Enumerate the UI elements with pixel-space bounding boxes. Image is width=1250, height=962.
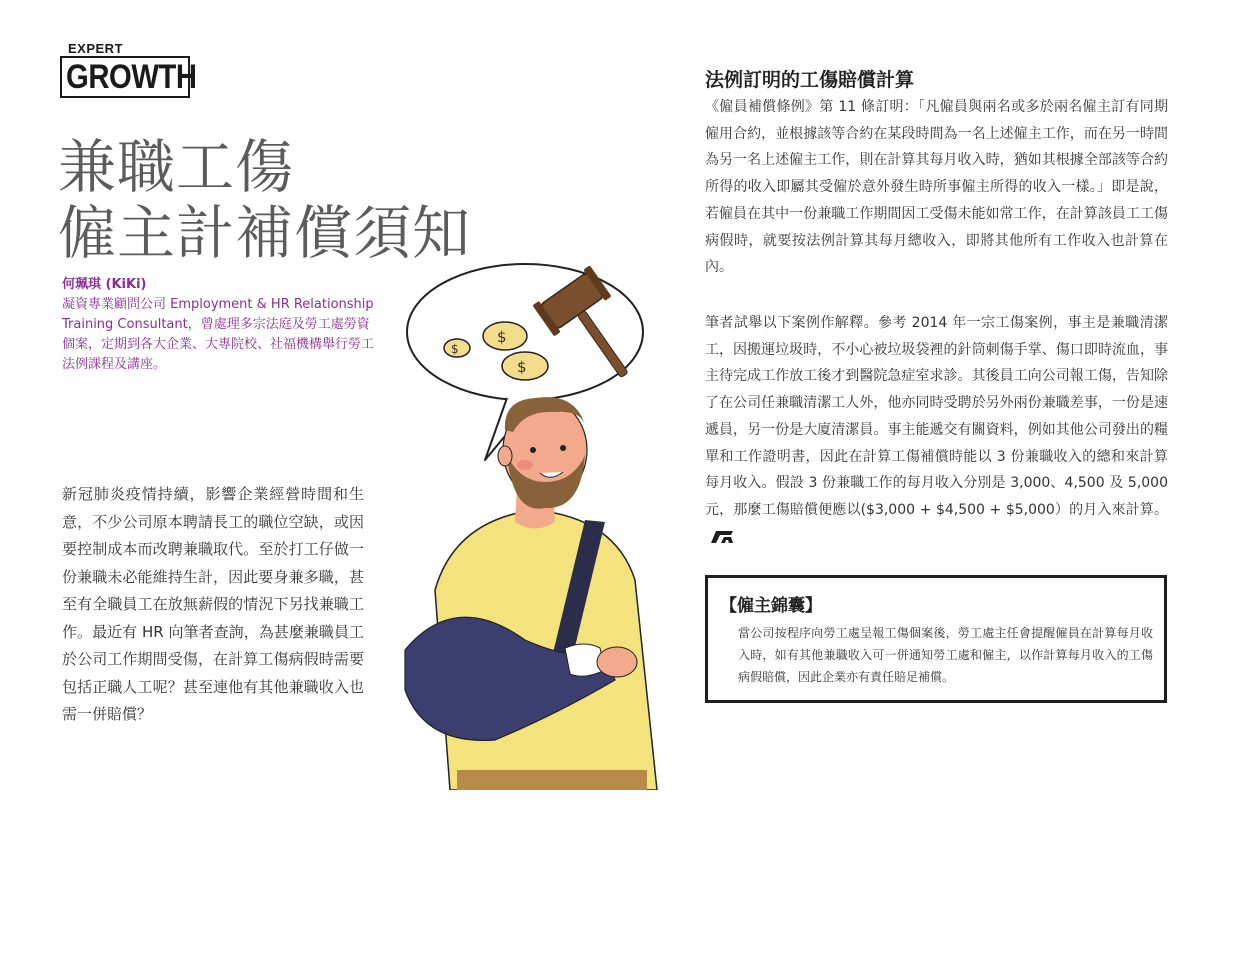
author-name: 何珮琪 (KiKi) bbox=[62, 277, 147, 292]
section-paragraph-1: 《僱員補償條例》第 11 條訂明：「凡僱員與兩名或多於兩名僱主訂有同期僱用合約，並根據該等合約在某段時間為一名上述僱主工作，而在另一時間為另一名上述僱主工作，則在計算其每月收入時，猶如其根據全部該等合約所得的收入即屬其受僱於意外發生時所事僱主所得的收入一樣。」即是說，若僱員在其中一份兼職工作期間因工受傷未能如常工作，在計算該員工工傷病假時，就要按法例計算其每月總收入，即將其他所有工作收入也計算在內。 bbox=[705, 99, 1168, 276]
image-credit: Shutterstock.com bbox=[813, 953, 875, 962]
section-paragraph-2 bbox=[705, 310, 1168, 550]
title-line-1: 兼職工傷 bbox=[58, 133, 295, 201]
section-paragraph-2-text: 筆者試舉以下案例作解釋。參考 2014 年一宗工傷案例，事主是兼職清潔工，因搬運垃圾時，不小心被垃圾袋裡的針筒刺傷手掌、傷口即時流血，事主待完成工作放工後才到醫院急症室求診。其後員工向公司報工傷，告知除了在公司任兼職清潔工人外，他亦同時受聘於另外兩份兼職差事，一份是速遞員，另一份是大廈清潔員。事主能遞交有關資料，例如其他公司發出的糧單和工作證明書，因此在計算工傷補償時能以 3 份兼職收入的總和來計算每月收入。假設 3 份兼職工作的每月收入分別是 3,000、4,500 及 5,000 元，那麼工傷賠償便應以($3,000 + $4,500 + $5,000）的月入來計算。 bbox=[705, 315, 1168, 518]
tip-body: 當公司按程序向勞工處呈報工傷個案後，勞工處主任會提醒僱員在計算每月收入時，如有其他兼職收入可一併通知勞工處和僱主，以作計算每月收入的工傷病假賠償，因此企業亦有責任賠足補償。 bbox=[738, 626, 1153, 684]
end-mark-icon bbox=[709, 529, 735, 545]
logo-expert-text: EXPERT bbox=[68, 41, 124, 56]
svg-text:$: $ bbox=[497, 328, 507, 346]
intro-paragraph: 新冠肺炎疫情持續，影響企業經營時間和生意，不少公司原本聘請長工的職位空缺，或因要控制成本而改聘兼職取代。至於打工仔做一份兼職未必能維持生計，因此要身兼多職，甚至有全職員工在放無薪假的情況下另找兼職工作。最近有 HR 向筆者查詢，為甚麼兼職員工於公司工作期間受傷，在計算工傷病假時需要包括正職人工呢？甚至連他有其他兼職收入也需一併賠償？ bbox=[62, 485, 364, 723]
employer-tip-box bbox=[705, 575, 1167, 703]
article-title bbox=[58, 134, 471, 266]
svg-text:$: $ bbox=[517, 358, 527, 376]
illustration-svg bbox=[395, 260, 665, 790]
tip-title: 【僱主錦囊】 bbox=[720, 596, 822, 616]
logo-growth-text: GROWTH bbox=[66, 58, 197, 96]
svg-text:$: $ bbox=[451, 342, 459, 356]
author-block bbox=[62, 275, 382, 375]
title-line-2: 僱主計補償須知 bbox=[58, 199, 472, 267]
author-bio: 凝資專業顧問公司 Employment & HR Relationship Training Consultant，曾處理多宗法庭及勞工處勞資個案，定期到各大企業、大專院校、社福機構舉行勞工法例課程及講座。 bbox=[62, 297, 375, 372]
section-heading: 法例訂明的工傷賠償計算 bbox=[705, 69, 915, 91]
expert-growth-logo bbox=[60, 42, 196, 102]
